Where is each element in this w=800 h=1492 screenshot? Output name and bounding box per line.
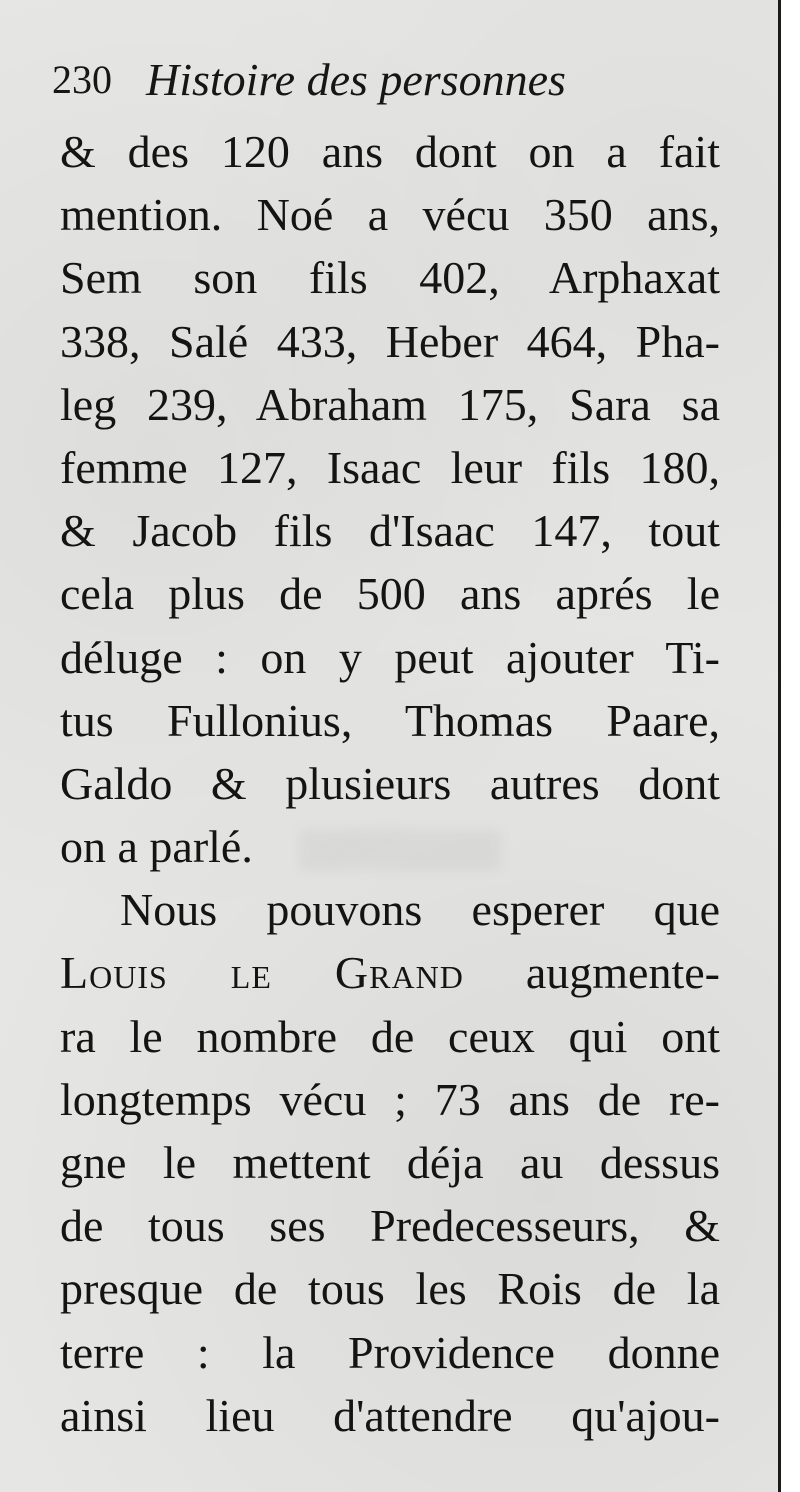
text-line: Sem son fils 402, Arphaxat bbox=[60, 252, 720, 304]
text-line bbox=[60, 941, 720, 1004]
text-line: presque de tous les Rois de la bbox=[60, 1263, 720, 1315]
text-line: ainsi lieu d'attendre qu'ajou- bbox=[60, 1389, 720, 1441]
text-line-rest: augmente- bbox=[463, 947, 720, 999]
text-line: terre : la Providence donne bbox=[60, 1326, 720, 1378]
text-line: ra le nombre de ceux qui ont bbox=[60, 1010, 720, 1062]
body-text bbox=[60, 120, 720, 1447]
text-line: déluge : on y peut ajouter Ti- bbox=[60, 631, 720, 683]
paragraph-first-line: Nous pouvons esperer que bbox=[120, 884, 720, 936]
text-line: 338, Salé 433, Heber 464, Pha- bbox=[60, 315, 720, 367]
text-line: leg 239, Abraham 175, Sara sa bbox=[60, 378, 720, 430]
text-line: tus Fullonius, Thomas Paare, bbox=[60, 694, 720, 746]
text-line: & Jacob fils d'Isaac 147, tout bbox=[60, 505, 720, 557]
text-line: de tous ses Predecesseurs, & bbox=[60, 1200, 720, 1252]
page-header bbox=[52, 50, 752, 110]
text-line: gne le mettent déja au dessus bbox=[60, 1137, 720, 1188]
text-line: Galdo & plusieurs autres dont bbox=[60, 757, 720, 809]
king-name: Louis le Grand bbox=[60, 947, 464, 999]
text-line: on a parlé. bbox=[60, 821, 253, 873]
text-line: cela plus de 500 ans aprés le bbox=[60, 568, 720, 620]
page-number: 230 bbox=[52, 57, 112, 102]
text-line: femme 127, Isaac leur fils 180, bbox=[60, 441, 720, 493]
text-line: mention. Noé a vécu 350 ans, bbox=[60, 189, 720, 241]
running-title: Histoire des personnes bbox=[146, 54, 566, 105]
page-edge bbox=[778, 0, 800, 1492]
text-line: longtemps vécu ; 73 ans de re- bbox=[60, 1073, 720, 1125]
text-line: & des 120 ans dont on a fait bbox=[60, 126, 720, 177]
